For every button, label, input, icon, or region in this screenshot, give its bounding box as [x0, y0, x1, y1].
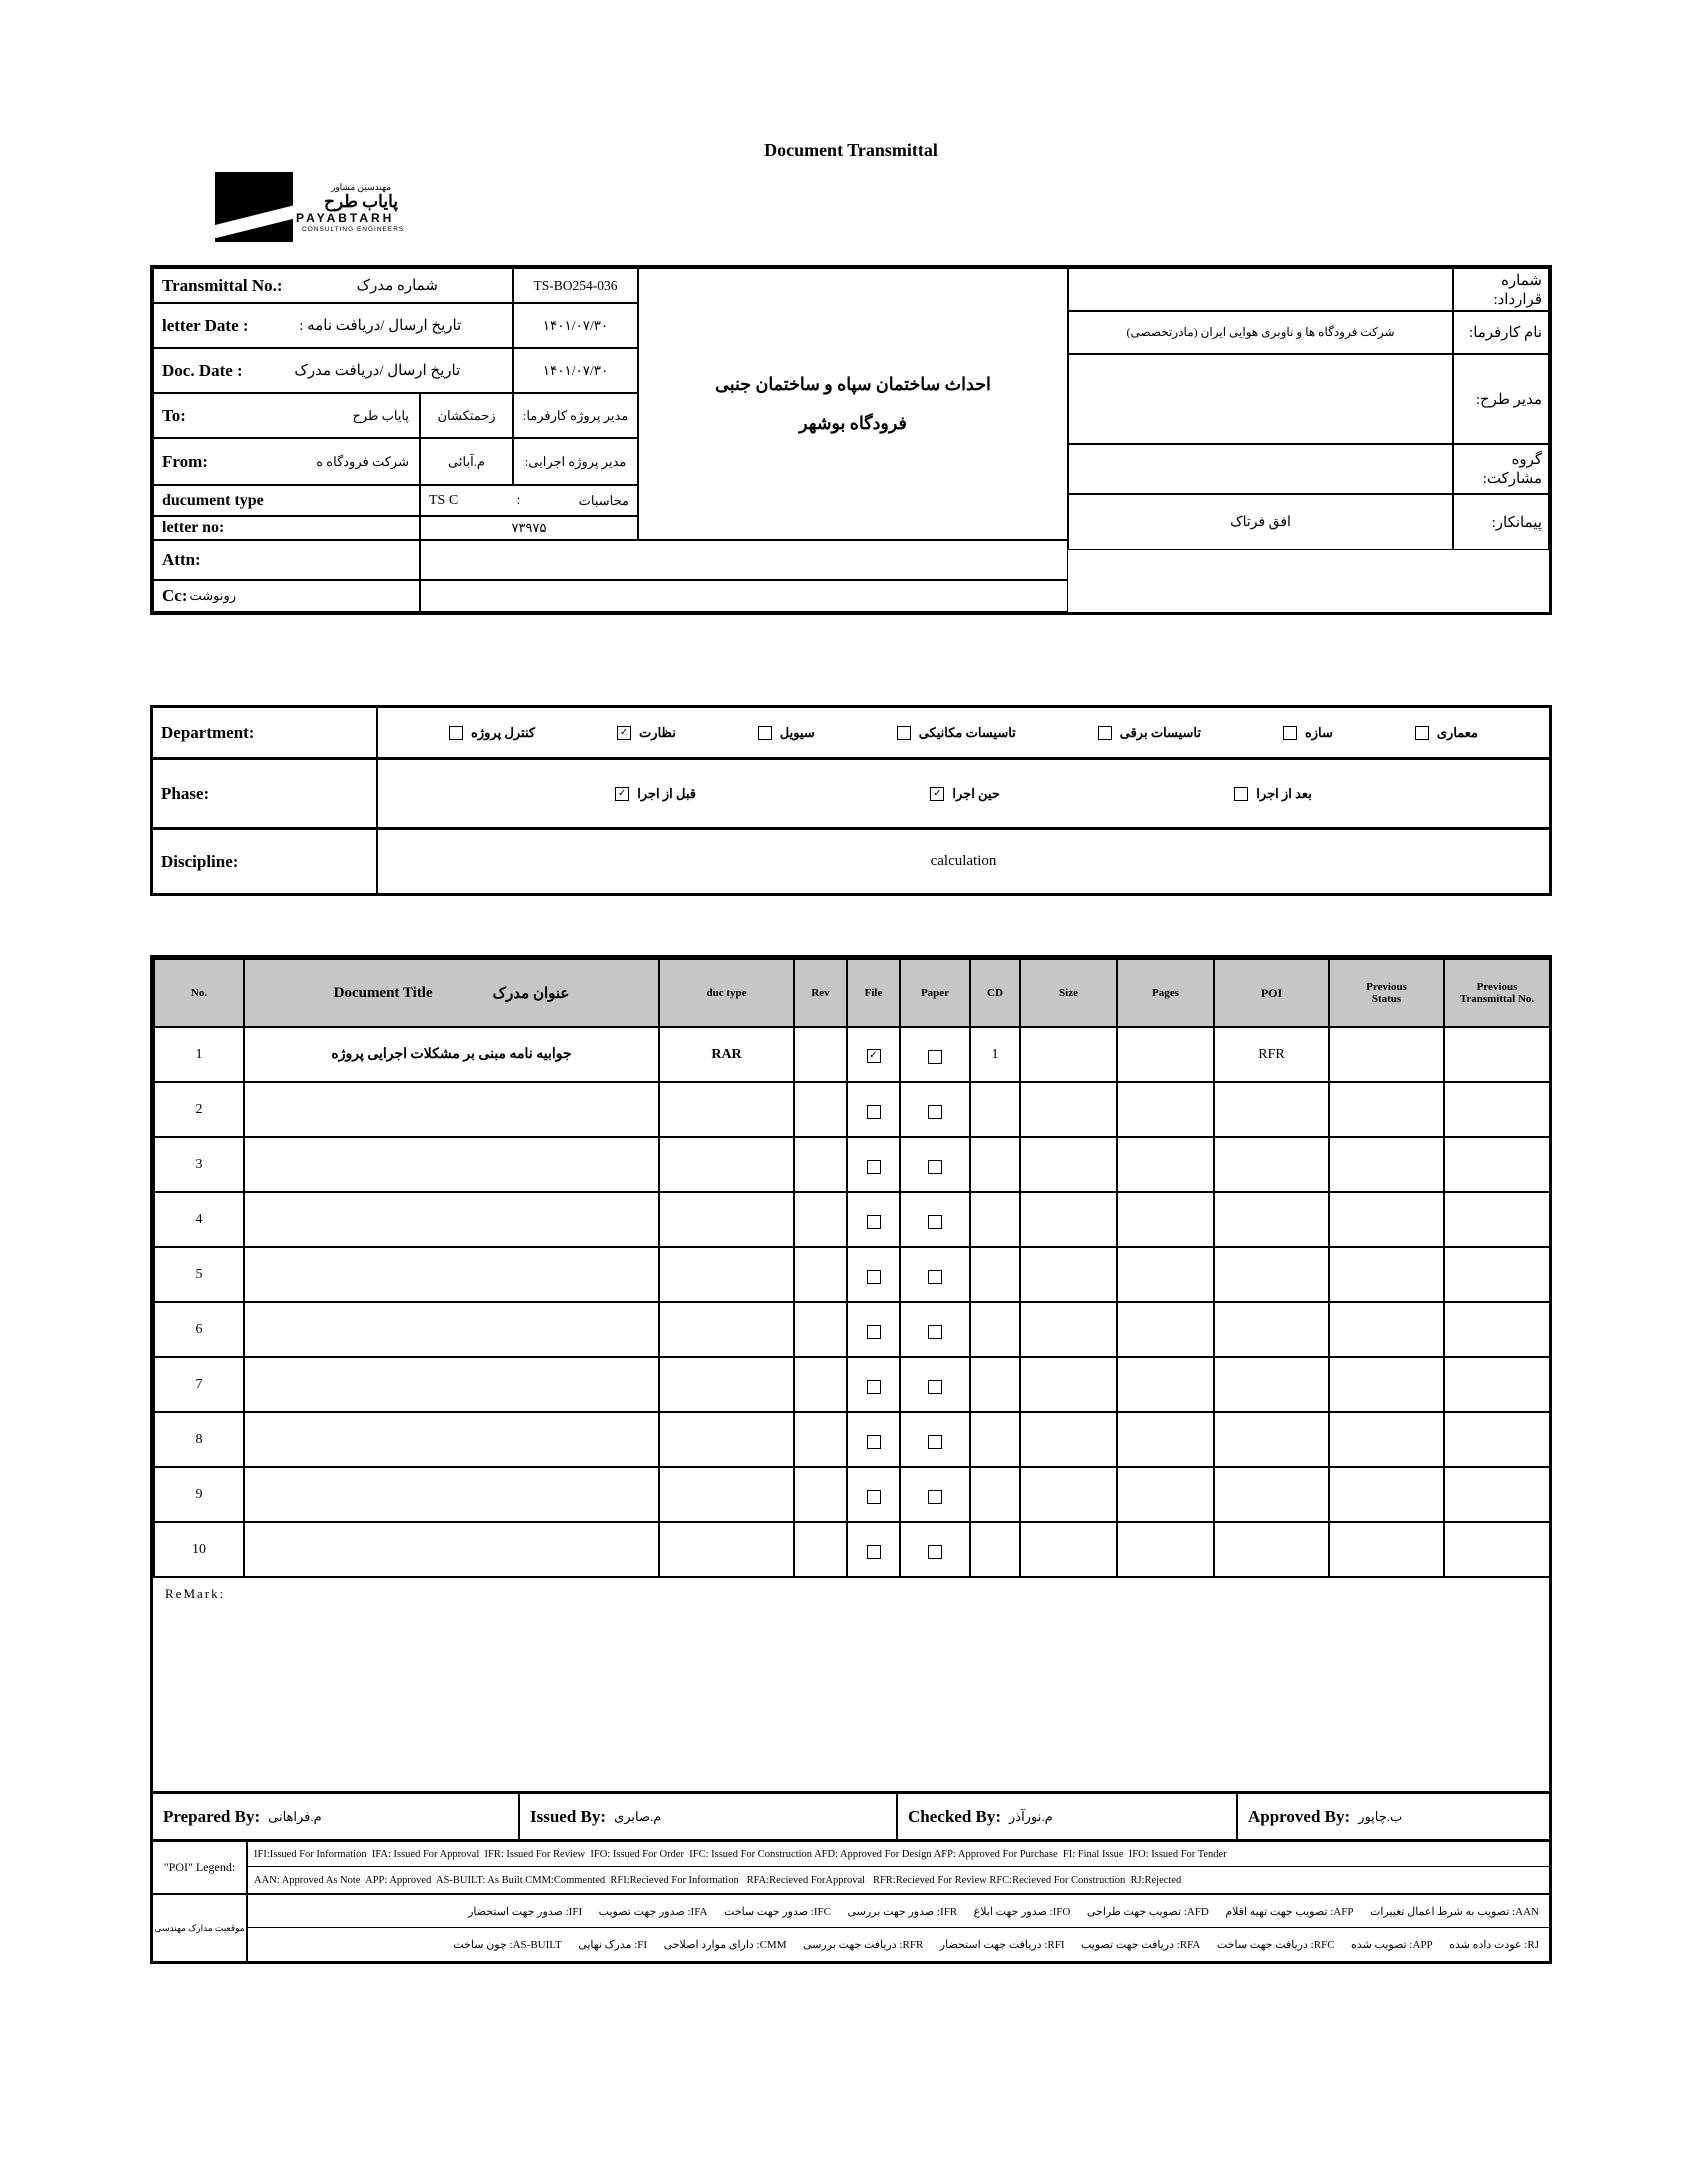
cell-size [1020, 1467, 1117, 1522]
col-previous-transmittal: Previous Transmittal No. [1444, 959, 1550, 1027]
issued-by-cell: Issued By: م.صابری [518, 1794, 896, 1839]
cell-rev [794, 1467, 847, 1522]
cell-duc-type [659, 1357, 794, 1412]
cell-paper [900, 1412, 970, 1467]
paper-checkbox[interactable] [928, 1050, 942, 1064]
cell-no: 10 [154, 1522, 244, 1577]
cell-poi [1214, 1412, 1329, 1467]
poi-legend [153, 1839, 1549, 1893]
contract-no-label: شماره قرارداد: [1453, 268, 1549, 311]
cell-prev-transmittal [1444, 1357, 1550, 1412]
logo-fa-tagline: مهندسین مشاور [330, 182, 392, 192]
department-option: نظارت ✓ [617, 725, 676, 741]
client-name-label: نام کارفرما: [1453, 311, 1549, 354]
classification-table [150, 705, 1552, 896]
transmittal-no-value: TS-BO254-036 [513, 268, 638, 303]
doc-table-row [154, 1082, 1550, 1137]
cell-poi [1214, 1247, 1329, 1302]
cell-file [847, 1027, 900, 1082]
remark-field[interactable] [153, 1578, 1549, 1791]
logo-en-subtitle: CONSULTING ENGINEERS [302, 225, 405, 233]
file-checkbox[interactable] [867, 1105, 881, 1119]
col-poi: POI [1214, 959, 1329, 1027]
cell-pages [1117, 1412, 1214, 1467]
remark-label: ReMark: [165, 1586, 226, 1601]
cell-paper [900, 1192, 970, 1247]
cell-rev [794, 1027, 847, 1082]
cell-prev-transmittal [1444, 1467, 1550, 1522]
cell-size [1020, 1192, 1117, 1247]
doc-table-row [154, 1522, 1550, 1577]
cell-size [1020, 1027, 1117, 1082]
cell-rev [794, 1412, 847, 1467]
doc-table-row [154, 1302, 1550, 1357]
cell-rev [794, 1137, 847, 1192]
doc-table-header-row [154, 959, 1550, 1027]
cell-prev-transmittal [1444, 1082, 1550, 1137]
cell-cd [970, 1467, 1020, 1522]
cell-no: 9 [154, 1467, 244, 1522]
cell-cd [970, 1522, 1020, 1577]
checkbox[interactable] [449, 726, 463, 740]
cell-size [1020, 1247, 1117, 1302]
cell-file [847, 1302, 900, 1357]
poi-legend-row: AAN: Approved As Note APP: Approved AS-BUILT: As Built CMM:Commented RFI:Recieved For Information RFA:Recieved ForApproval RFR:Recieved For Review RFC:Recieved For Construction RJ:Rejected [254, 1874, 1182, 1886]
cell-title [244, 1412, 659, 1467]
col-duc-type: duc type [659, 959, 794, 1027]
cell-prev-status [1329, 1247, 1444, 1302]
cell-pages [1117, 1192, 1214, 1247]
cell-rev [794, 1192, 847, 1247]
cell-title [244, 1137, 659, 1192]
cell-prev-transmittal [1444, 1192, 1550, 1247]
paper-checkbox[interactable] [928, 1325, 942, 1339]
logo-en-name: PAYABTARH [296, 210, 395, 225]
paper-checkbox[interactable] [928, 1545, 942, 1559]
checked-by-cell: Checked By: م.نورآذر [896, 1794, 1236, 1839]
phase-option: قبل از اجرا ✓ [615, 786, 696, 802]
project-title: احداث ساختمان سپاه و ساختمان جنبی فرودگاه بوشهر [638, 268, 1068, 540]
to-row-label: To: پایاب طرح [153, 393, 420, 438]
cell-file [847, 1467, 900, 1522]
cell-poi [1214, 1522, 1329, 1577]
phase-label: Phase: [153, 760, 378, 827]
cell-poi: RFR [1214, 1027, 1329, 1082]
transmittal-no-label: Transmittal No.: شماره مدرک [153, 268, 513, 303]
cell-paper [900, 1522, 970, 1577]
doc-table-row [154, 1467, 1550, 1522]
letter-no-label: letter no: [153, 516, 420, 540]
client-name-value: شرکت فرودگاه ها و ناوبری هوایی ایران (مادرتخصصی) [1068, 311, 1453, 354]
attn-value-field[interactable] [420, 540, 1068, 580]
contractor-value: افق فرتاک [1068, 494, 1453, 550]
cell-cd: 1 [970, 1027, 1020, 1082]
cell-cd [970, 1412, 1020, 1467]
cell-cd [970, 1082, 1020, 1137]
cell-poi [1214, 1137, 1329, 1192]
cell-no: 5 [154, 1247, 244, 1302]
col-title: Document Title عنوان مدرک [244, 959, 659, 1027]
to-value: پایاب طرح [352, 407, 409, 423]
file-checkbox[interactable] [867, 1380, 881, 1394]
poi-legend-row: IFI:Issued For Information IFA: Issued For Approval IFR: Issued For Review IFO: Issued For Order IFC: Issued For Construction AFD: Approved For Design AFP: Approved For Purchase FI: Final Issue IFO: Issued For Tender [248, 1842, 1549, 1867]
cell-paper [900, 1357, 970, 1412]
paper-checkbox[interactable] [928, 1270, 942, 1284]
file-checkbox[interactable] [867, 1160, 881, 1174]
phase-row [153, 760, 1549, 830]
col-paper: Paper [900, 959, 970, 1027]
document-list-table [150, 955, 1552, 1964]
cell-prev-status [1329, 1467, 1444, 1522]
cell-pages [1117, 1302, 1214, 1357]
doc-date-label: Doc. Date : تاریخ ارسال /دریافت مدرک [153, 348, 513, 393]
cell-prev-transmittal [1444, 1302, 1550, 1357]
checkbox[interactable] [1098, 726, 1112, 740]
col-previous-status: Previous Status [1329, 959, 1444, 1027]
letter-no-value: ۷۳۹۷۵ [420, 516, 638, 540]
cell-title [244, 1467, 659, 1522]
cc-label: Cc: رونوشت [153, 580, 420, 612]
cell-paper [900, 1302, 970, 1357]
cell-no: 4 [154, 1192, 244, 1247]
document-type-value: TS C : محاسبات [420, 485, 638, 516]
cell-cd [970, 1137, 1020, 1192]
cell-poi [1214, 1192, 1329, 1247]
cell-file [847, 1082, 900, 1137]
cell-file [847, 1247, 900, 1302]
cell-file [847, 1412, 900, 1467]
paper-checkbox[interactable] [928, 1105, 942, 1119]
cell-duc-type [659, 1082, 794, 1137]
cell-prev-status [1329, 1027, 1444, 1082]
cell-pages [1117, 1137, 1214, 1192]
cell-prev-status [1329, 1522, 1444, 1577]
discipline-value: calculation [930, 853, 997, 869]
cell-file [847, 1192, 900, 1247]
letter-date-label: letter Date : تاریخ ارسال /دریافت نامه : [153, 303, 513, 348]
fa-legend-row: RJ: عودت داده شده APP: تصویب شده RFC: دریافت جهت ساخت RFA: دریافت جهت تصویب RFI: دریافت جهت استحضار RFR: دریافت جهت بررسی CMM: دارای موارد اصلاحی FI: مدرک نهایی AS-BUILT: چون ساخت [453, 1939, 1539, 1951]
file-checkbox[interactable] [867, 1490, 881, 1504]
cell-rev [794, 1082, 847, 1137]
discipline-row [153, 830, 1549, 893]
cell-title [244, 1082, 659, 1137]
cell-duc-type [659, 1522, 794, 1577]
cell-size [1020, 1137, 1117, 1192]
attn-label: Attn: [153, 540, 420, 580]
checkbox[interactable] [1415, 726, 1429, 740]
cell-prev-status [1329, 1137, 1444, 1192]
cell-cd [970, 1357, 1020, 1412]
cell-title [244, 1192, 659, 1247]
paper-checkbox[interactable] [928, 1435, 942, 1449]
paper-checkbox[interactable] [928, 1215, 942, 1229]
phase-options [378, 760, 1549, 827]
cell-prev-transmittal [1444, 1027, 1550, 1082]
paper-checkbox[interactable] [928, 1490, 942, 1504]
file-checkbox[interactable] [867, 1270, 881, 1284]
cell-duc-type [659, 1302, 794, 1357]
checkbox[interactable] [897, 726, 911, 740]
paper-checkbox[interactable] [928, 1380, 942, 1394]
cell-poi [1214, 1302, 1329, 1357]
paper-checkbox[interactable] [928, 1160, 942, 1174]
cell-title [244, 1522, 659, 1577]
document-type-label: ducument type [153, 485, 420, 516]
cell-poi [1214, 1082, 1329, 1137]
cell-prev-transmittal [1444, 1137, 1550, 1192]
cell-rev [794, 1357, 847, 1412]
cell-no: 6 [154, 1302, 244, 1357]
cell-pages [1117, 1522, 1214, 1577]
cell-file [847, 1522, 900, 1577]
from-value: شرکت فرودگاه ه [316, 453, 409, 469]
file-checkbox[interactable] [867, 1215, 881, 1229]
partnership-field[interactable] [1068, 444, 1453, 494]
doc-table-row [154, 1137, 1550, 1192]
cell-title [244, 1302, 659, 1357]
department-row [153, 708, 1549, 760]
file-checkbox[interactable] [867, 1435, 881, 1449]
cell-cd [970, 1247, 1020, 1302]
contract-no-field[interactable] [1068, 268, 1453, 311]
cell-prev-status [1329, 1302, 1444, 1357]
cell-rev [794, 1247, 847, 1302]
fa-legend-label: موقعیت مدارک مهندسی [153, 1895, 248, 1961]
checkbox[interactable] [1234, 787, 1248, 801]
cell-prev-transmittal [1444, 1522, 1550, 1577]
col-file: File [847, 959, 900, 1027]
cell-cd [970, 1302, 1020, 1357]
page-title: Document Transmittal [764, 140, 938, 160]
cell-prev-transmittal [1444, 1412, 1550, 1467]
cell-file [847, 1357, 900, 1412]
department-option: سازه [1283, 725, 1333, 741]
cell-title [244, 1357, 659, 1412]
cell-paper [900, 1467, 970, 1522]
cell-cd [970, 1192, 1020, 1247]
cell-no: 7 [154, 1357, 244, 1412]
from-person: م.آبائی [420, 438, 513, 485]
header-table [150, 265, 1552, 615]
department-label: Department: [153, 708, 378, 757]
signature-row [153, 1791, 1549, 1839]
cell-pages [1117, 1082, 1214, 1137]
cell-no: 3 [154, 1137, 244, 1192]
from-role-label: مدیر پروژه اجرایی: [513, 438, 638, 485]
cell-prev-transmittal [1444, 1247, 1550, 1302]
cell-prev-status [1329, 1082, 1444, 1137]
to-role-label: مدیر پروژه کارفرما: [513, 393, 638, 438]
cell-poi [1214, 1467, 1329, 1522]
phase-option: حین اجرا ✓ [930, 786, 1000, 802]
cell-size [1020, 1082, 1117, 1137]
cell-prev-status [1329, 1357, 1444, 1412]
department-option: معماری [1415, 725, 1478, 741]
doc-table-row [154, 1357, 1550, 1412]
cell-pages [1117, 1357, 1214, 1412]
file-checkbox[interactable] [867, 1545, 881, 1559]
cell-paper [900, 1247, 970, 1302]
cc-value-field[interactable] [420, 580, 1068, 612]
col-no: No. [154, 959, 244, 1027]
checkbox[interactable]: ✓ [930, 787, 944, 801]
doc-table-row [154, 1247, 1550, 1302]
design-manager-label: مدیر طرح: [1453, 354, 1549, 444]
cell-title: جوابیه نامه مبنی بر مشکلات اجرایی پروژه [244, 1027, 659, 1082]
col-rev: Rev [794, 959, 847, 1027]
logo-swoosh [215, 204, 293, 239]
checkbox[interactable] [758, 726, 772, 740]
checkbox[interactable]: ✓ [615, 787, 629, 801]
cell-size [1020, 1302, 1117, 1357]
department-option: تاسیسات مکانیکی [897, 725, 1016, 741]
from-row-label: From: شرکت فرودگاه ه [153, 438, 420, 485]
cell-rev [794, 1522, 847, 1577]
doc-date-value: ۱۴۰۱/۰۷/۳۰ [513, 348, 638, 393]
department-option: سیویل [758, 725, 815, 741]
col-size: Size [1020, 959, 1117, 1027]
cell-no: 1 [154, 1027, 244, 1082]
fa-legend-row: AAN: تصویب به شرط اعمال تغییرات AFP: تصویب جهت تهیه اقلام AFD: تصویب جهت طراحی IFO: صدور جهت ابلاغ IFR: صدور جهت بررسی IFC: صدور جهت ساخت IFA: صدور جهت تصویب IFI: صدور جهت استحضار [248, 1895, 1549, 1928]
cell-no: 8 [154, 1412, 244, 1467]
cell-size [1020, 1522, 1117, 1577]
phase-option: بعد از اجرا [1234, 786, 1312, 802]
design-manager-field[interactable] [1068, 354, 1453, 444]
cell-duc-type [659, 1412, 794, 1467]
cell-file [847, 1137, 900, 1192]
cell-pages [1117, 1247, 1214, 1302]
cell-pages [1117, 1027, 1214, 1082]
cell-paper [900, 1027, 970, 1082]
letter-date-value: ۱۴۰۱/۰۷/۳۰ [513, 303, 638, 348]
file-checkbox[interactable] [867, 1325, 881, 1339]
checkbox[interactable]: ✓ [617, 726, 631, 740]
cell-prev-status [1329, 1412, 1444, 1467]
doc-table-row [154, 1412, 1550, 1467]
fa-legend [153, 1893, 1549, 1961]
file-checkbox[interactable]: ✓ [867, 1049, 881, 1063]
cell-paper [900, 1137, 970, 1192]
logo-text-block [296, 182, 426, 233]
cell-rev [794, 1302, 847, 1357]
cell-duc-type: RAR [659, 1027, 794, 1082]
doc-table-row [154, 1027, 1550, 1082]
cell-paper [900, 1082, 970, 1137]
doc-table-row [154, 1192, 1550, 1247]
contractor-label: پیمانکار: [1453, 494, 1549, 550]
department-option: کنترل پروژه [449, 725, 535, 741]
cell-duc-type [659, 1137, 794, 1192]
discipline-label: Discipline: [153, 830, 378, 893]
cell-duc-type [659, 1247, 794, 1302]
cell-size [1020, 1412, 1117, 1467]
cell-poi [1214, 1357, 1329, 1412]
cell-duc-type [659, 1192, 794, 1247]
logo-fa-name: پایاب طرح [324, 192, 398, 212]
partnership-label: گروه مشارکت: [1453, 444, 1549, 494]
poi-legend-label: "POI" Legend: [153, 1842, 248, 1893]
col-pages: Pages [1117, 959, 1214, 1027]
prepared-by-cell: Prepared By: م.فراهانی [163, 1806, 322, 1826]
department-option: تاسیسات برقی [1098, 725, 1201, 741]
cell-no: 2 [154, 1082, 244, 1137]
cell-prev-status [1329, 1192, 1444, 1247]
cell-size [1020, 1357, 1117, 1412]
to-person: زحمتکشان [420, 393, 513, 438]
cell-pages [1117, 1467, 1214, 1522]
approved-by-cell: Approved By: ب.چاپور [1236, 1794, 1549, 1839]
col-cd: CD [970, 959, 1020, 1027]
department-options [378, 708, 1549, 757]
checkbox[interactable] [1283, 726, 1297, 740]
cell-duc-type [659, 1467, 794, 1522]
company-logo-icon [215, 172, 293, 242]
cell-title [244, 1247, 659, 1302]
